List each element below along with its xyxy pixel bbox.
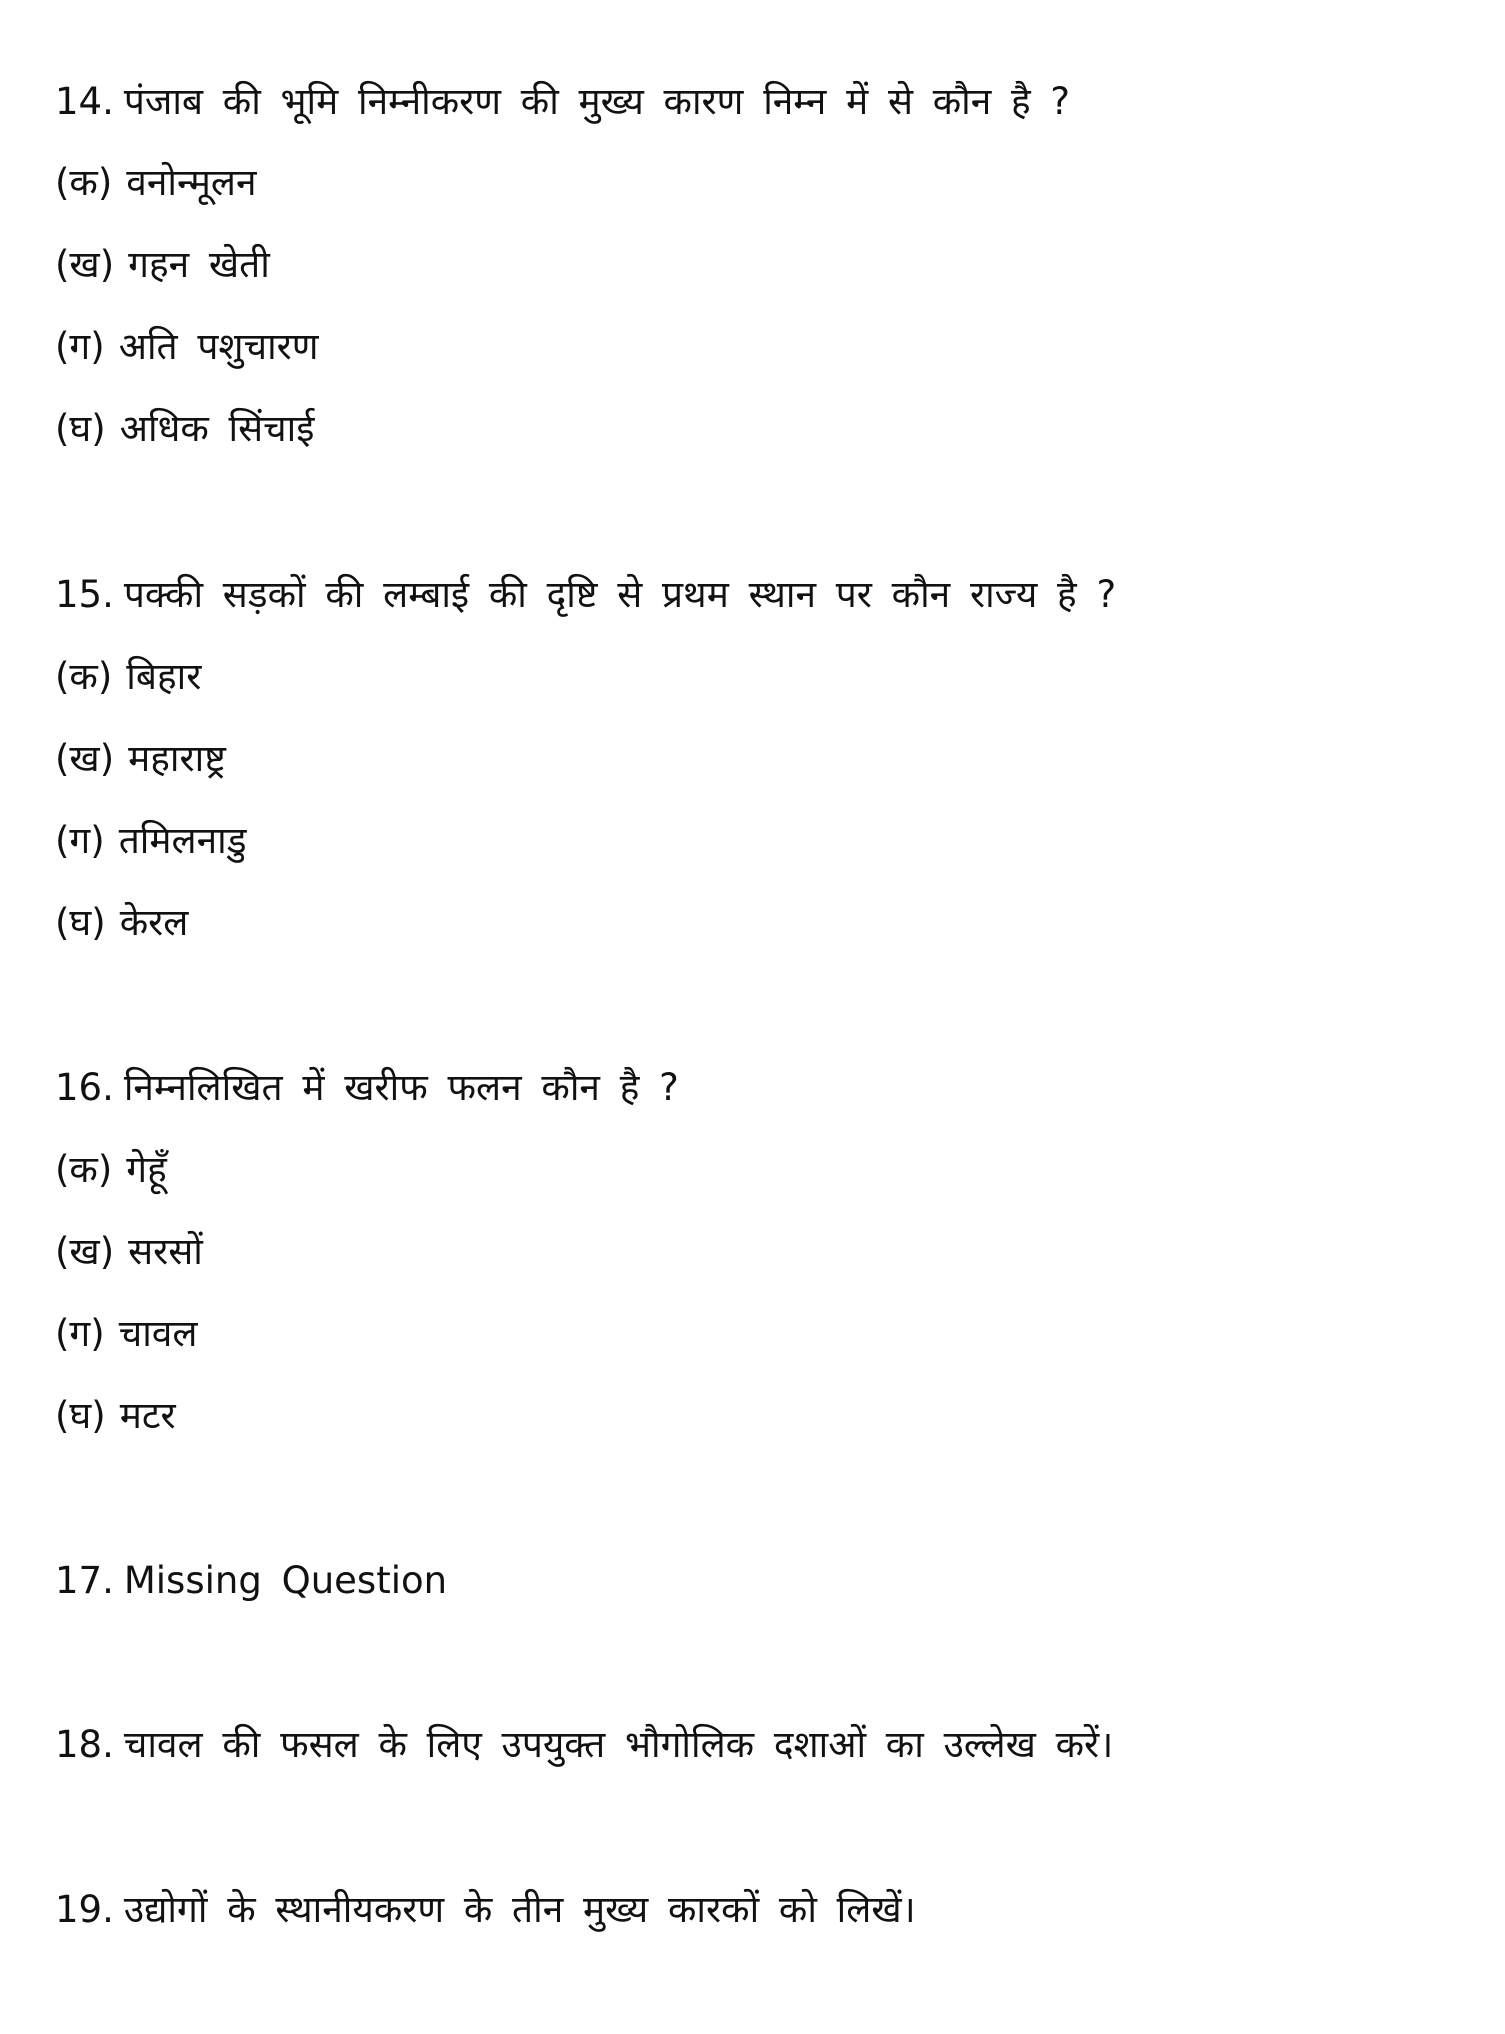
question-number: 17. xyxy=(55,1559,114,1602)
question-number: 16. xyxy=(55,1066,114,1109)
option-marker: (क) xyxy=(55,655,113,698)
option-item xyxy=(55,322,319,372)
question-text: Missing Question xyxy=(123,1559,448,1602)
option-marker: (घ) xyxy=(55,901,106,944)
option-marker: (ग) xyxy=(55,1312,105,1355)
option-text: चावल xyxy=(118,1312,198,1355)
question-number: 15. xyxy=(55,573,114,616)
option-marker: (ख) xyxy=(55,1230,115,1273)
question-page xyxy=(55,0,1455,2034)
option-item xyxy=(55,404,314,454)
question-16 xyxy=(55,1063,679,1113)
option-marker: (ग) xyxy=(55,325,105,368)
option-text: केरल xyxy=(119,901,189,944)
option-marker: (घ) xyxy=(55,1394,106,1437)
option-text: वनोन्मूलन xyxy=(126,161,257,204)
question-text: उद्योगों के स्थानीयकरण के तीन मुख्य कारकों को लिखें। xyxy=(123,1888,916,1931)
option-text: तमिलनाडु xyxy=(118,819,247,862)
option-marker: (क) xyxy=(55,161,113,204)
option-text: मटर xyxy=(119,1394,176,1437)
question-number: 18. xyxy=(55,1723,114,1766)
question-15 xyxy=(55,570,1116,620)
option-text: अति पशुचारण xyxy=(118,325,319,368)
question-text: पंजाब की भूमि निम्नीकरण की मुख्य कारण निम्न में से कौन है ? xyxy=(123,80,1071,123)
option-marker: (ग) xyxy=(55,819,105,862)
option-text: महाराष्ट्र xyxy=(128,737,226,780)
option-item xyxy=(55,240,270,290)
option-marker: (ख) xyxy=(55,737,115,780)
question-17 xyxy=(55,1556,447,1606)
question-number: 19. xyxy=(55,1888,114,1931)
option-marker: (क) xyxy=(55,1148,113,1191)
option-item xyxy=(55,734,226,784)
option-marker: (घ) xyxy=(55,407,106,450)
option-item xyxy=(55,1309,197,1359)
question-text: चावल की फसल के लिए उपयुक्त भौगोलिक दशाओं का उल्लेख करें। xyxy=(123,1723,1114,1766)
question-14 xyxy=(55,77,1070,127)
option-item xyxy=(55,1391,176,1441)
question-18 xyxy=(55,1720,1113,1770)
question-19 xyxy=(55,1885,916,1935)
question-number: 14. xyxy=(55,80,114,123)
option-item xyxy=(55,158,257,208)
option-text: गहन खेती xyxy=(128,243,270,286)
option-marker: (ख) xyxy=(55,243,115,286)
option-item xyxy=(55,1145,167,1195)
option-item xyxy=(55,652,201,702)
question-text: निम्नलिखित में खरीफ फलन कौन है ? xyxy=(123,1066,679,1109)
option-text: सरसों xyxy=(128,1230,203,1273)
option-item xyxy=(55,816,247,866)
question-text: पक्की सड़कों की लम्बाई की दृष्टि से प्रथम स्थान पर कौन राज्य है ? xyxy=(123,573,1117,616)
option-text: गेहूँ xyxy=(126,1148,167,1191)
option-text: बिहार xyxy=(126,655,202,698)
option-item xyxy=(55,898,188,948)
option-text: अधिक सिंचाई xyxy=(119,407,315,450)
option-item xyxy=(55,1227,203,1277)
